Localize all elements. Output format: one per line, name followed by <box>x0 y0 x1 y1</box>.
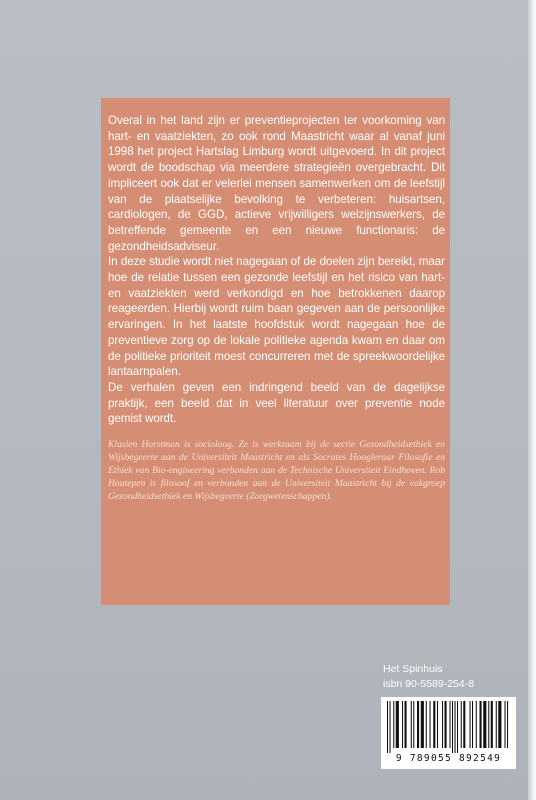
barcode-bar <box>480 701 482 748</box>
barcode-bar <box>417 701 419 748</box>
blurb-paragraph-2: In deze studie wordt niet nagegaan of de doelen zijn bereikt, maar hoe de relatie tussen een gezonde leefstijl en het risico van hart- en vaatziekten werd verkondigd en hoe betrokkenen daarop reageerden. Hierbij wordt ruim baan gegeven aan de persoonlijke ervaringen. In het laatste hoofdstuk wordt nagegaan hoe de preventieve zorg op de lokale politieke agenda kwam en daar om de politieke prioriteit moest concurreren met de spreekwoordelijke lantaarnpalen. <box>108 255 445 379</box>
barcode-bar <box>507 701 508 748</box>
barcode-bar <box>472 701 473 748</box>
barcode-bar <box>461 701 462 748</box>
barcode-bar <box>437 701 438 748</box>
barcode-bar <box>426 701 427 748</box>
barcode-bar <box>442 701 443 748</box>
barcode-bar <box>450 701 451 748</box>
barcode-bar <box>387 701 388 753</box>
barcode-bar <box>445 701 447 748</box>
author-bio: Klasien Horstman is socioloog. Ze is werkzaam bij de sectie Gezondheidsethiek en Wijsbegeerte aan de Universiteit Maastricht en als Socrates Hoogleraar Filosofie en Ethiek van Bio-engineering verbonden aan de Technische Universiteit Eindhoven. Rob Houtepen is filosoof en verbonden aan de Universiteit Maastricht bij de vakgroep Gezondheidsethiek en Wijsbegeerte (Zorgwetenschappen). <box>108 439 445 503</box>
publisher-info <box>383 662 523 692</box>
publisher-name: Het Spinhuis <box>383 663 443 675</box>
barcode-bar <box>491 701 493 748</box>
barcode-bar <box>433 701 435 748</box>
barcode-bar <box>476 701 477 748</box>
book-page-edge <box>528 0 536 800</box>
blurb-panel <box>101 98 450 605</box>
barcode-bar <box>393 701 394 748</box>
barcode-bars <box>387 701 510 753</box>
barcode-bar <box>505 701 506 748</box>
barcode-bar <box>402 701 403 748</box>
barcode-bar <box>455 701 456 753</box>
barcode-bar <box>452 701 453 753</box>
barcode-bar <box>483 701 486 748</box>
barcode-bar <box>488 701 489 748</box>
barcode-bar <box>413 701 414 748</box>
barcode-bar <box>498 701 501 748</box>
barcode-number: 9 789055 892549 <box>395 753 502 764</box>
barcode-bar <box>457 701 458 753</box>
barcode-bar <box>463 701 465 748</box>
blurb-paragraph-3: De verhalen geven een indringend beeld van de dagelijkse praktijk, een beeld dat in veel literatuur over preventie node gemist wordt. <box>108 380 445 426</box>
isbn-label: isbn 90-5589-254-8 <box>383 678 475 690</box>
barcode-bar <box>396 701 399 748</box>
barcode <box>381 697 516 769</box>
barcode-bar <box>411 701 412 748</box>
blurb-paragraph-1: Overal in het land zijn er preventieprojecten ter voorkoming van hart- en vaatziekten, zo ook rond Maastricht waar al vanaf juni 1998 het project Hartslag Limburg wordt uitgevoerd. In dit project wordt de boodschap via meerdere strategieën overgebracht. Dit impliceert ook dat er velerlei mensen samenwerken om de leefstijl van de plaatselijke bevolking te verbeteren: huisartsen, cardiologen, de GGD, actieve vrijwilligers welzijnswerkers, de betreffende gemeente en een nieuwe functionaris: de gezondheidsadviseur. <box>108 114 445 253</box>
barcode-bar <box>470 701 471 748</box>
barcode-bar <box>430 701 431 748</box>
barcode-bar <box>390 701 391 753</box>
barcode-bar <box>405 701 407 748</box>
barcode-bar <box>496 701 497 748</box>
barcode-bar <box>421 701 424 748</box>
